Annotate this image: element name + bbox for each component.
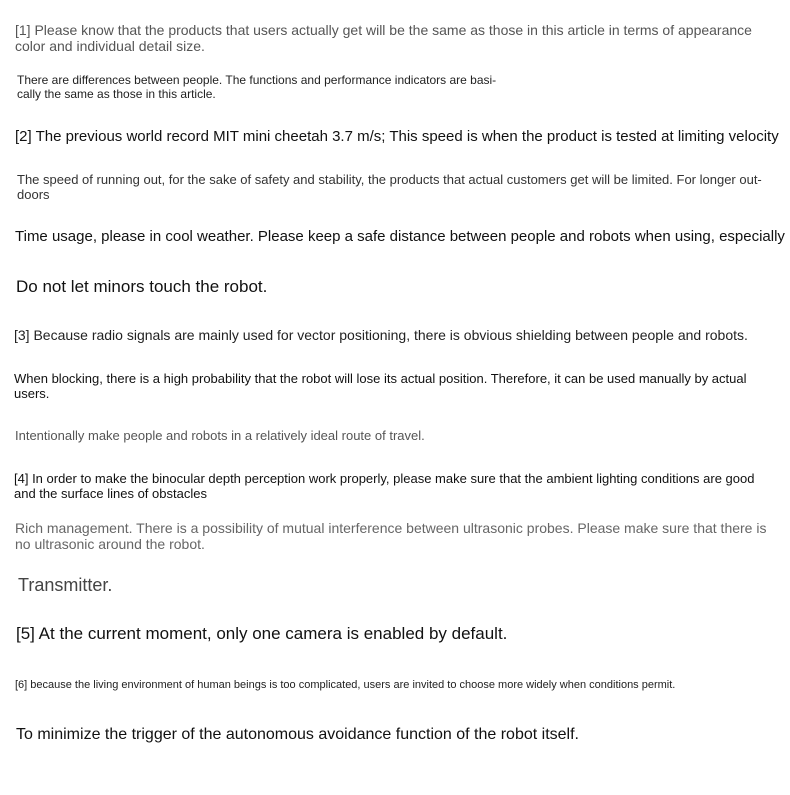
note-3-radio-signals: [3] Because radio signals are mainly used for vector positioning, there is obvious shielding between people and robots.	[14, 327, 748, 343]
note-4-ultrasonic: Rich management. There is a possibility of mutual interference between ultrasonic probes. Please make sure that there is no ultrasonic around the robot.	[15, 520, 767, 552]
note-6-avoidance: To minimize the trigger of the autonomous avoidance function of the robot itself.	[16, 726, 579, 743]
note-6-environment: [6] because the living environment of human beings is too complicated, users are invited to choose more widely when conditions permit.	[15, 679, 676, 691]
note-2-speed-record: [2] The previous world record MIT mini cheetah 3.7 m/s; This speed is when the product is tested at limiting velocity	[15, 128, 779, 145]
note-3-route: Intentionally make people and robots in a relatively ideal route of travel.	[15, 428, 425, 443]
note-3-blocking: When blocking, there is a high probability that the robot will lose its actual position. Therefore, it can be used manually by actual users.	[14, 371, 747, 401]
note-2-minors-warning: Do not let minors touch the robot.	[16, 277, 268, 296]
note-5-camera: [5] At the current moment, only one camera is enabled by default.	[16, 624, 508, 643]
note-2-usage-safety: Time usage, please in cool weather. Please keep a safe distance between people and robots when using, especially	[15, 228, 785, 245]
note-4-depth-perception: [4] In order to make the binocular depth perception work properly, please make sure that the ambient lighting conditions are good and the surface lines of obstacles	[14, 471, 755, 501]
note-1-differences: There are differences between people. The functions and performance indicators are basi-cally the same as those in this article.	[17, 73, 497, 101]
note-4-transmitter: Transmitter.	[18, 575, 113, 595]
note-1-appearance: [1] Please know that the products that users actually get will be the same as those in this article in terms of appearance color and individual detail size.	[15, 22, 752, 54]
note-2-speed-limit: The speed of running out, for the sake of safety and stability, the products that actual customers get will be limited. For longer out-doors	[17, 172, 762, 202]
